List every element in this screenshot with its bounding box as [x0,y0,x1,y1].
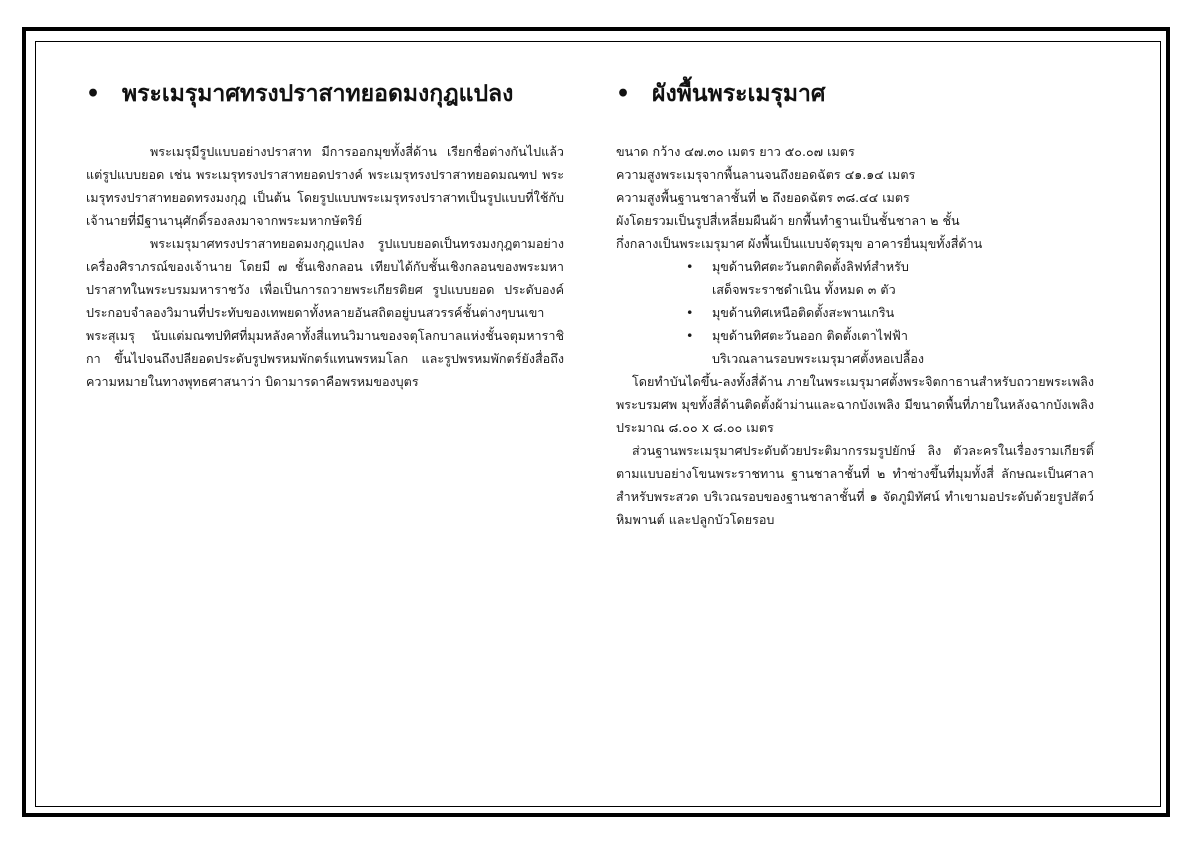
right-body [616,140,1094,531]
list-item-line: เสด็จพระราชดำเนิน ทั้งหมด ๓ ตัว [712,282,896,297]
left-body [86,140,564,393]
list-item-line: บริเวณลานรอบพระเมรุมาศตั้งหอเปลื้อง [712,351,925,366]
right-paragraph-2: ส่วนฐานพระเมรุมาศประดับด้วยประติมากรรมรูปยักษ์ ลิง ตัวละครในเรื่องรามเกียรติ์ ตามแบบอย่างโขนพระราชทาน ฐานชาลาชั้นที่ ๒ ทำซ่างขึ้นที่มุมทั้งสี่ ลักษณะเป็นศาลาสำหรับพระสวด บริเวณรอบของฐานชาลาชั้นที่ ๑ จัดภูมิทัศน์ ทำเขามอประดับด้วยรูปสัตว์หิมพานต์ และปลูกบัวโดยรอบ [616,443,1094,527]
left-paragraph-1: พระเมรุมีรูปแบบอย่างปราสาท มีการออกมุขทั้งสี่ด้าน เรียกชื่อต่างกันไปแล้วแต่รูปแบบยอด เช่น พระเมรุทรงปราสาทยอดปรางค์ พระเมรุทรงปราสาทยอดมณฑป พระเมรุทรงปราสาทยอดทรงมงกุฎ เป็นต้น โดยรูปแบบพระเมรุทรงปราสาทเป็นรูปแบบที่ใช้กับเจ้านายที่มีฐานานุศักดิ์รองลงมาจากพระมหากษัตริย์ [86,144,564,228]
list-bullet: • [686,259,694,274]
platform-height-line: ความสูงพื้นฐานชาลาชั้นที่ ๒ ถึงยอดฉัตร ๓๘.๔๔ เมตร [616,190,910,205]
left-heading [86,70,564,118]
list-bullet: • [686,328,694,343]
list-item-line: มุขด้านทิศตะวันตกติดตั้งลิฟท์สำหรับ [712,259,909,274]
list-item [616,301,1094,324]
layout-line: ผังโดยรวมเป็นรูปสี่เหลี่ยมผืนผ้า ยกพื้นทำฐานเป็นชั้นชาลา ๒ ชั้น [616,213,960,228]
list-item [616,255,1094,278]
heading-bullet: • [86,81,101,107]
list-item [616,324,1094,347]
list-bullet: • [686,305,694,320]
left-paragraph-2: พระเมรุมาศทรงปราสาทยอดมงกุฎแปลง รูปแบบยอดเป็นทรงมงกุฎตามอย่างเครื่องศิราภรณ์ของเจ้านาย โดยมี ๗ ชั้นเชิงกลอน เทียบได้กับชั้นเชิงกลอนของพระมหาปราสาทในพระบรมมหาราชวัง เพื่อเป็นการถวายพระเกียรติยศ รูปแบบยอด ประดับองค์ประกอบจำลองวิมานที่ประทับของเทพยดาทั้งหลายอันสถิตอยู่บนสวรรค์ชั้นต่างๆบนเขาพระสุเมรุ นับแต่มณฑปทิศที่มุมหลังคาทั้งสี่แทนวิมานของจตุโลกบาลแห่งชั้นจตุมหาราชิกา ขึ้นไปจนถึงปลียอดประดับรูปพรหมพักตร์แทนพรหมโลก และรูปพรหมพักตร์ยังสื่อถึงความหมายในทางพุทธศาสนาว่า บิดามารดาคือพรหมของบุตร [86,236,564,389]
left-heading-title: พระเมรุมาศทรงปราสาทยอดมงกุฎแปลง [122,80,514,107]
height-line: ความสูงพระเมรุจากพื้นลานจนถึงยอดฉัตร ๔๑.๑๔ เมตร [616,167,916,182]
list-item-continuation [616,278,1094,301]
list-item-continuation [616,347,1094,370]
right-heading-title: ผังพื้นพระเมรุมาศ [652,80,826,107]
right-heading [616,70,1094,118]
list-item-line: มุขด้านทิศเหนือติดตั้งสะพานเกริน [712,305,895,320]
center-line: กึ่งกลางเป็นพระเมรุมาศ ผังพื้นเป็นแบบจัตุรมุข อาคารยื่นมุขทั้งสี่ด้าน [616,236,983,251]
heading-bullet: • [616,81,631,107]
left-column [86,70,564,393]
right-column [616,70,1094,531]
right-paragraph-1: โดยทำบันไดขึ้น-ลงทั้งสี่ด้าน ภายในพระเมรุมาศตั้งพระจิตกาธานสำหรับถวายพระเพลิงพระบรมศพ มุขทั้งสี่ด้านติดตั้งผ้าม่านและฉากบังเพลิง มีขนาดพื้นที่ภายในหลังฉากบังเพลิง ประมาณ ๘.๐๐ x ๘.๐๐ เมตร [616,374,1094,435]
porch-list [616,255,1094,370]
list-item-line: มุขด้านทิศตะวันออก ติดตั้งเตาไฟฟ้า [712,328,908,343]
dimension-line: ขนาด กว้าง ๔๗.๓๐ เมตร ยาว ๕๐.๐๗ เมตร [616,144,855,159]
